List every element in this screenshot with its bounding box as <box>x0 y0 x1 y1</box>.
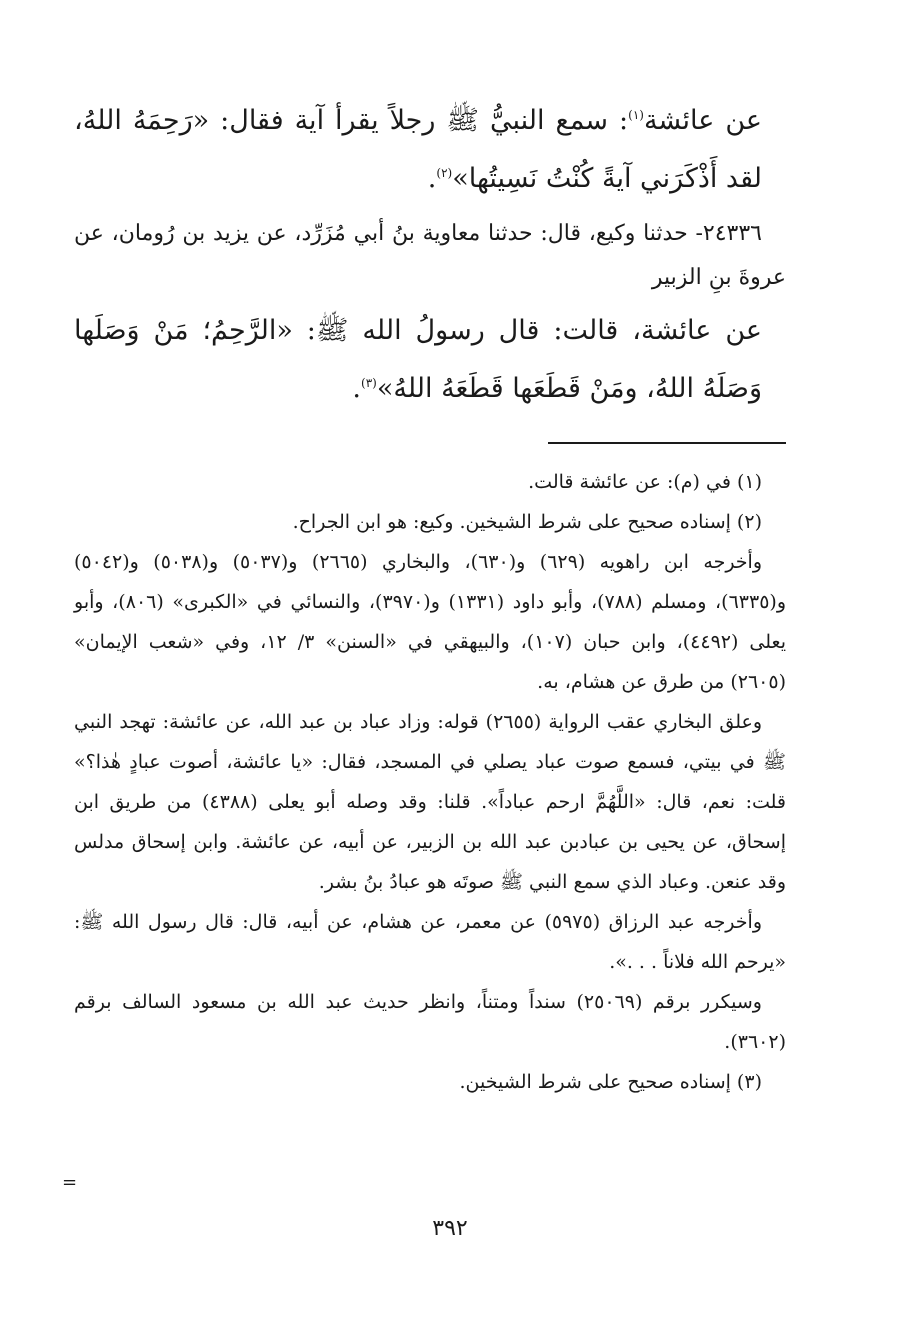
footnote-3: (٣) إسناده صحيح على شرط الشيخين. <box>459 1071 762 1093</box>
footnote-ref-2: (٢) <box>436 166 453 180</box>
hadith-2 <box>74 302 786 418</box>
footnote-2-abdulrazzaq: وأخرجه عبد الرزاق (٥٩٧٥) عن معمر، عن هشام، عن أبيه، قال: قال رسول الله ﷺ: «يرحم الله فلاناً . . .». <box>74 911 786 973</box>
hadith-1 <box>74 92 786 208</box>
hadith-1-body: : سمع النبيُّ ﷺ رجلاً يقرأ آية فقال: «رَحِمَهُ اللهُ، لقد أَذْكَرَني آيةً كُنْتُ نَسِيتُها» <box>74 105 762 194</box>
isnad-24336: ٢٤٣٣٦- حدثنا وكيع، قال: حدثنا معاوية بنُ أبي مُزَرِّد، عن يزيد بن رُومان، عن عروةَ بنِ الزبير <box>74 221 786 290</box>
footnote-ref-3: (٣) <box>361 376 377 390</box>
footnote-2-bukhari-note: وعلق البخاري عقب الرواية (٢٦٥٥) قوله: وزاد عباد بن عبد الله، عن عائشة: تهجد النبي ﷺ في بيتي، فسمع صوت عباد يصلي في المسجد، فقال: «يا عائشة، أصوت عبادٍ هٰذا؟» قلت: نعم، قال: «اللَّهُمَّ ارحم عباداً». قلنا: وقد وصله أبو يعلى (٤٣٨٨) من طريق ابن إسحاق، عن يحيى بن عبادبن عبد الله بن الزبير، عن أبيه، عن عائشة. وابن إسحاق مدلس وقد عنعن. وعباد الذي سمع النبي ﷺ صوتَه هو عبادُ بنُ بشر. <box>74 711 786 893</box>
footnote-1: (١) في (م): عن عائشة قالت. <box>528 471 762 493</box>
page-content <box>74 92 786 1102</box>
main-text <box>74 92 786 418</box>
hadith-1-opening: عن عائشة <box>643 105 762 136</box>
footnote-2: (٢) إسناده صحيح على شرط الشيخين. وكيع: هو ابن الجراح. <box>292 511 762 533</box>
page-number: ٣٩٢ <box>432 1216 468 1241</box>
footnote-2-sources: وأخرجه ابن راهويه (٦٢٩) و(٦٣٠)، والبخاري (٢٦٦٥) و(٥٠٣٧) و(٥٠٣٨) و(٥٠٤٢) و(٦٣٣٥)، ومسلم (٧٨٨)، وأبو داود (١٣٣١) و(٣٩٧٠)، والنسائي في «الكبرى» (٨٠٦)، وأبو يعلى (٤٤٩٢)، وابن حبان (١٠٧)، والبيهقي في «السنن» ٣/ ١٢، وفي «شعب الإيمان» (٢٦٠٥) من طرق عن هشام، به. <box>74 551 786 693</box>
continuation-mark: = <box>62 1172 78 1193</box>
footnote-divider <box>548 442 786 444</box>
footnote-ref-1: (١) <box>628 108 644 122</box>
footnotes <box>74 462 786 1102</box>
hadith-2-end: . <box>352 373 361 404</box>
footnote-2-repeat: وسيكرر برقم (٢٥٠٦٩) سنداً ومتناً، وانظر حديث عبد الله بن مسعود السالف برقم (٣٦٠٢). <box>74 991 786 1053</box>
hadith-1-end: . <box>427 163 437 194</box>
hadith-2-body: عن عائشة، قالت: قال رسولُ الله ﷺ: «الرَّحِمُ؛ مَنْ وَصَلَها وَصَلَهُ اللهُ، ومَنْ قَطَعَها قَطَعَهُ اللهُ» <box>74 315 762 404</box>
